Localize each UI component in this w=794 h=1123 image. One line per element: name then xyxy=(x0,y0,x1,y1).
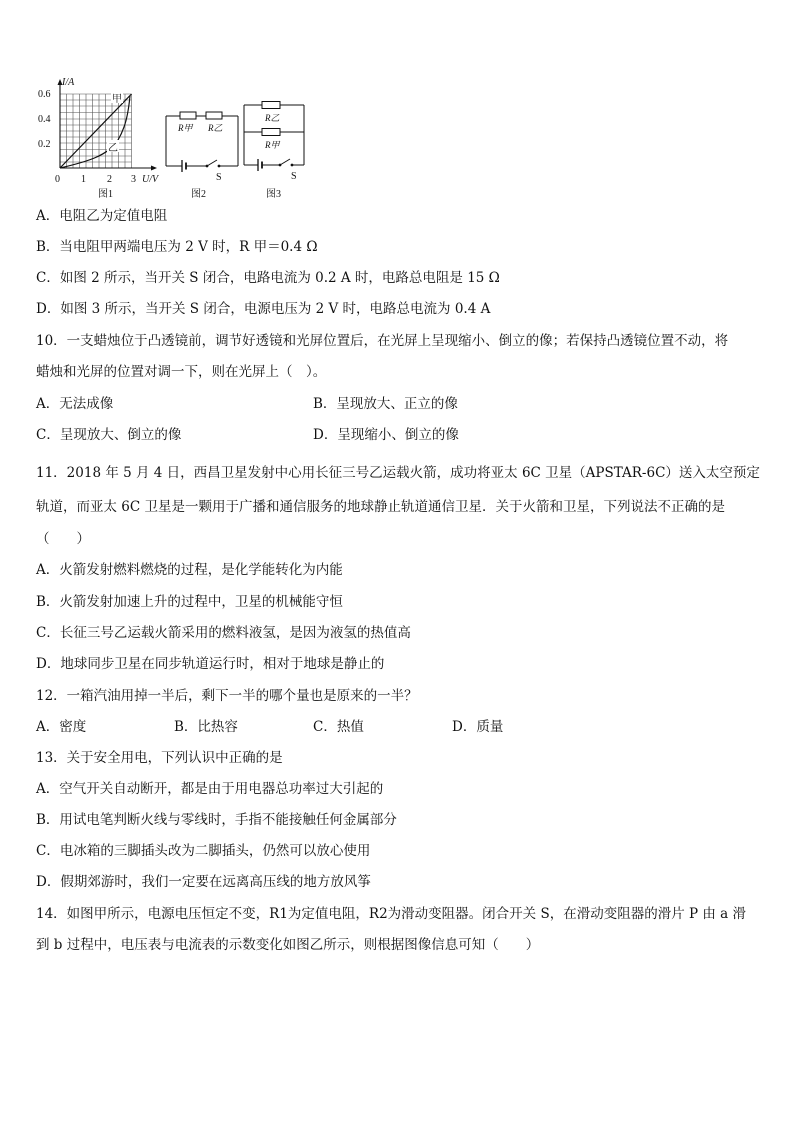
figure-2-series-circuit xyxy=(166,112,238,200)
q12-stem: 12．一箱汽油用掉一半后，剩下一半的哪个量也是原来的一半？ xyxy=(36,688,418,704)
y-axis-label: I/A xyxy=(62,77,75,88)
q10-stem-line-1: 10．一支蜡烛位于凸透镜前，调节好透镜和光屏位置后，在光屏上呈现缩小、倒立的像；若保持凸透镜位置不动，将 xyxy=(36,333,729,349)
q11-stem-line-2: 轨道，而亚太 6C 卫星是一颗用于广播和通信服务的地球静止轨道通信卫星．关于火箭和卫星，下列说法不正确的是 xyxy=(36,499,725,515)
q13-stem: 13．关于安全用电，下列认识中正确的是 xyxy=(36,750,283,766)
y-tick-0-2: 0.2 xyxy=(38,139,51,150)
q12-option-d: D．质量 xyxy=(452,719,504,735)
fig2-switch-label: S xyxy=(216,172,222,183)
q12-option-c: C．热值 xyxy=(313,719,364,735)
q14-stem-line-2: 到 b 过程中，电压表与电流表的示数变化如图乙所示，则根据图像信息可知（ ） xyxy=(36,937,540,953)
figure-3-caption: 图3 xyxy=(266,189,281,200)
fig2-r1-label: R甲 xyxy=(178,123,193,133)
figures-svg xyxy=(36,76,336,204)
q9-option-a: A．电阻乙为定值电阻 xyxy=(36,208,168,224)
q13-option-d: D．假期郊游时，我们一定要在远离高压线的地方放风筝 xyxy=(36,874,371,890)
x-axis-label: U/V xyxy=(142,174,159,185)
q9-option-b: B．当电阻甲两端电压为 2 V 时，R 甲＝0.4 Ω xyxy=(36,239,318,255)
fig3-r2-label: R甲 xyxy=(265,140,280,150)
q11-stem-line-1: 11．2018 年 5 月 4 日，西昌卫星发射中心用长征三号乙运载火箭，成功将亚太 6C 卫星（APSTAR-6C）送入太空预定 xyxy=(36,465,760,481)
fig2-r2-label: R乙 xyxy=(208,123,223,133)
q14-stem-line-1: 14．如图甲所示，电源电压恒定不变，R1为定值电阻，R2为滑动变阻器。闭合开关 S，在滑动变阻器的滑片 P 由 a 滑 xyxy=(36,906,747,922)
x-tick-1: 1 xyxy=(81,174,86,185)
q10-option-a: A．无法成像 xyxy=(36,396,114,412)
q11-option-a: A．火箭发射燃料燃烧的过程，是化学能转化为内能 xyxy=(36,562,343,578)
x-tick-2: 2 xyxy=(107,174,112,185)
q10-stem-line-2: 蜡烛和光屏的位置对调一下，则在光屏上（ ）。 xyxy=(36,364,327,380)
figure-1-graph xyxy=(38,77,160,200)
circuit-figures xyxy=(36,76,336,204)
fig3-r1-label: R乙 xyxy=(265,113,280,123)
x-tick-0: 0 xyxy=(55,174,60,185)
figure-2-caption: 图2 xyxy=(191,189,206,200)
y-tick-0-6: 0.6 xyxy=(38,89,51,100)
curve-label-jia: 甲 xyxy=(112,94,122,105)
q13-option-b: B．用试电笔判断火线与零线时，手指不能接触任何金属部分 xyxy=(36,812,397,828)
q9-option-c: C．如图 2 所示，当开关 S 闭合，电路电流为 0.2 A 时，电路总电阻是 15 Ω xyxy=(36,270,500,286)
q13-option-c: C．电冰箱的三脚插头改为二脚插头，仍然可以放心使用 xyxy=(36,843,371,859)
x-tick-3: 3 xyxy=(131,174,136,185)
q11-option-b: B．火箭发射加速上升的过程中，卫星的机械能守恒 xyxy=(36,594,343,610)
q13-option-a: A．空气开关自动断开，都是由于用电器总功率过大引起的 xyxy=(36,781,384,797)
q9-option-d: D．如图 3 所示，当开关 S 闭合，电源电压为 2 V 时，电路总电流为 0.4 A xyxy=(36,301,491,317)
q12-option-b: B．比热容 xyxy=(174,719,238,735)
figure-3-parallel-circuit xyxy=(244,102,304,201)
q11-stem-line-3: （ ） xyxy=(36,531,90,547)
curve-label-yi: 乙 xyxy=(108,143,118,154)
figure-1-caption: 图1 xyxy=(98,189,113,200)
q10-option-d: D．呈现缩小、倒立的像 xyxy=(313,427,459,443)
fig3-switch-label: S xyxy=(291,171,297,182)
q10-option-c: C．呈现放大、倒立的像 xyxy=(36,427,182,443)
y-tick-0-4: 0.4 xyxy=(38,114,51,125)
q10-option-b: B．呈现放大、正立的像 xyxy=(313,396,458,412)
q11-option-d: D．地球同步卫星在同步轨道运行时，相对于地球是静止的 xyxy=(36,656,385,672)
q11-option-c: C．长征三号乙运载火箭采用的燃料液氢，是因为液氢的热值高 xyxy=(36,625,411,641)
q12-option-a: A．密度 xyxy=(36,719,87,735)
